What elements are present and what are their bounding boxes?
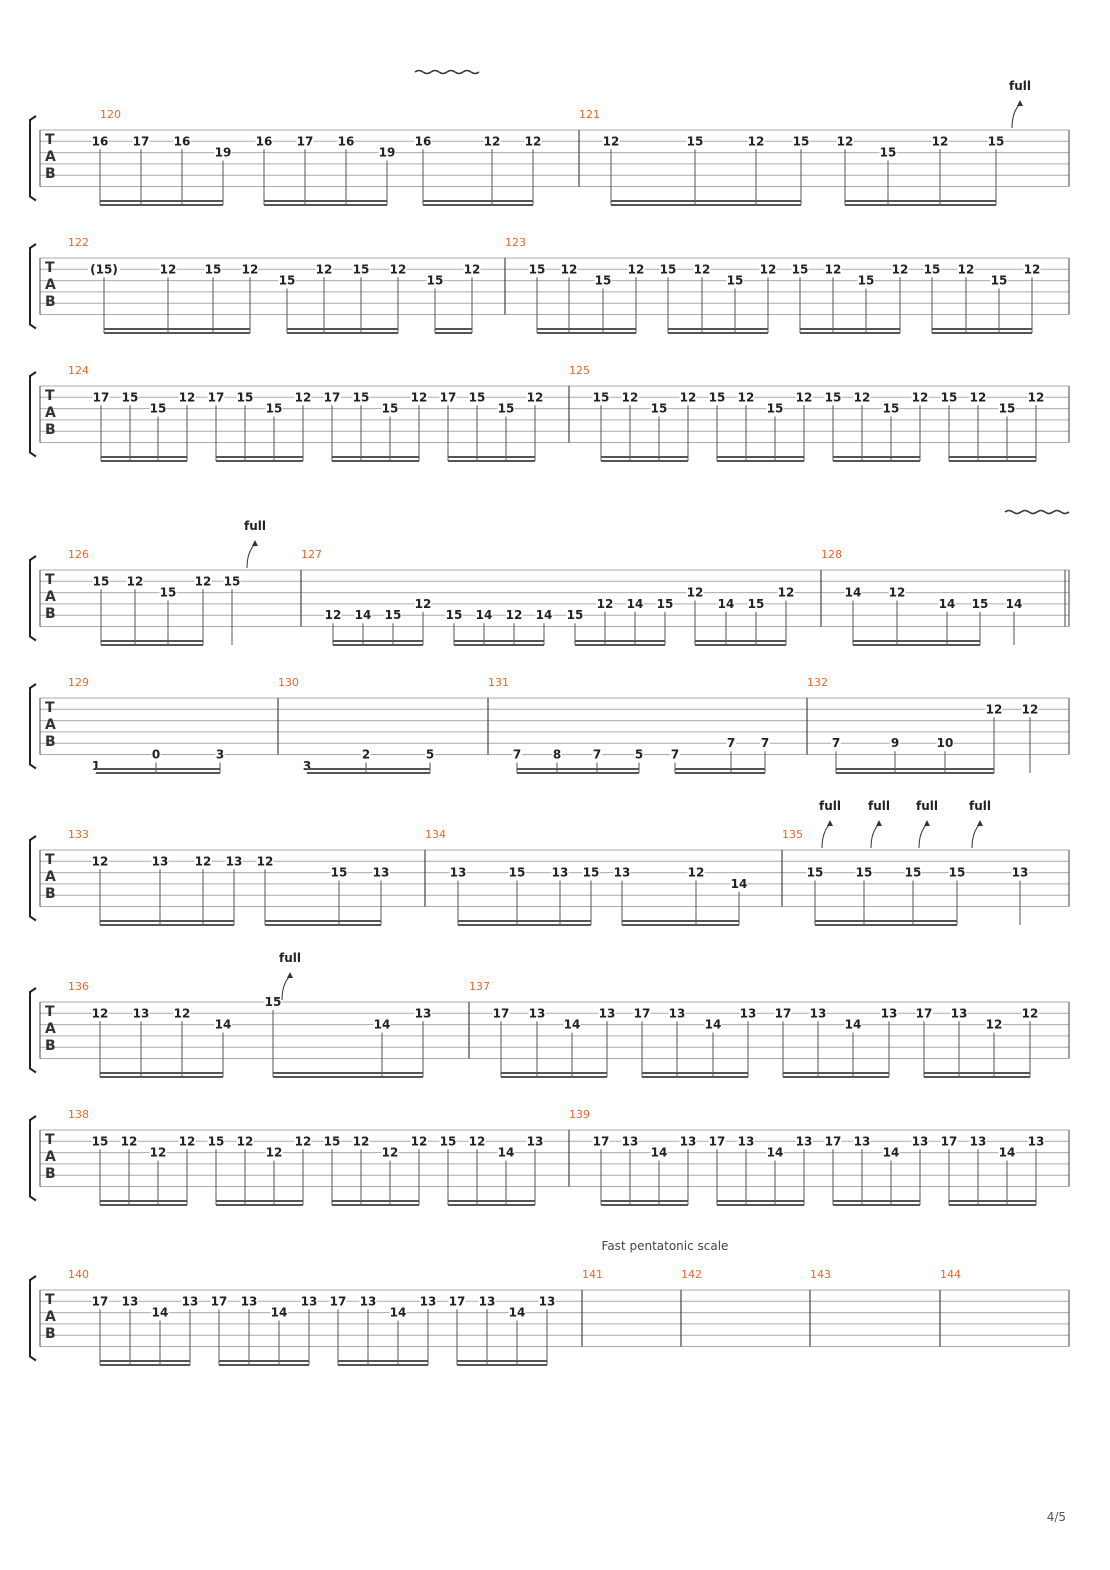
fret-number: 12 <box>985 702 1003 717</box>
tab-letter-b: B <box>45 1166 56 1182</box>
measure-number: 133 <box>68 828 89 841</box>
fret-number: 12 <box>795 390 813 405</box>
annotation-fast-pentatonic: Fast pentatonic scale <box>601 1239 729 1253</box>
fret-number: 12 <box>315 262 333 277</box>
bend-arrow <box>871 824 879 848</box>
system-bracket <box>30 1116 36 1201</box>
measure-number: 122 <box>68 236 89 249</box>
fret-number: 19 <box>378 145 396 160</box>
bend-arrow <box>282 976 290 1000</box>
fret-number: 16 <box>255 134 273 149</box>
fret-number: 15 <box>508 865 526 880</box>
measure-number: 136 <box>68 980 89 993</box>
tab-letter-a: A <box>45 717 56 733</box>
fret-number: 15 <box>792 134 810 149</box>
vibrato-mark <box>415 71 479 74</box>
fret-number: 14 <box>508 1305 526 1320</box>
fret-number: 13 <box>225 854 243 869</box>
fret-number: 13 <box>359 1294 377 1309</box>
fret-number: 17 <box>323 390 341 405</box>
fret-number: 13 <box>911 1134 929 1149</box>
fret-number: 12 <box>91 1006 109 1021</box>
fret-number: 12 <box>686 585 704 600</box>
fret-number: 17 <box>207 390 225 405</box>
fret-number: 12 <box>324 608 342 623</box>
fret-number: 15 <box>708 390 726 405</box>
fret-number: 13 <box>621 1134 639 1149</box>
measure-number: 132 <box>807 676 828 689</box>
bend-arrowhead <box>287 972 293 978</box>
measure-number: 139 <box>569 1108 590 1121</box>
fret-number: 13 <box>795 1134 813 1149</box>
fret-number: 12 <box>687 865 705 880</box>
fret-number: 12 <box>679 390 697 405</box>
measure-number: 121 <box>579 108 600 121</box>
fret-number: 13 <box>478 1294 496 1309</box>
fret-number: 14 <box>389 1305 407 1320</box>
fret-number: 12 <box>627 262 645 277</box>
fret-number: 13 <box>551 865 569 880</box>
fret-number: 12 <box>256 854 274 869</box>
tab-letter-a: A <box>45 589 56 605</box>
fret-number: 13 <box>598 1006 616 1021</box>
fret-number: 13 <box>880 1006 898 1021</box>
fret-number: 15 <box>121 390 139 405</box>
measure-number: 144 <box>940 1268 961 1281</box>
tab-letter-a: A <box>45 869 56 885</box>
fret-number: 15 <box>384 608 402 623</box>
fret-number: 14 <box>998 1145 1016 1160</box>
fret-number: 1 <box>91 758 101 773</box>
fret-number: 14 <box>151 1305 169 1320</box>
fret-number: 12 <box>836 134 854 149</box>
fret-number: 12 <box>120 1134 138 1149</box>
fret-number: 16 <box>337 134 355 149</box>
fret-number: 15 <box>352 262 370 277</box>
fret-number: 9 <box>890 736 900 751</box>
fret-number: 14 <box>844 1017 862 1032</box>
fret-number: 10 <box>936 736 954 751</box>
measure-number: 140 <box>68 1268 89 1281</box>
fret-number: 17 <box>448 1294 466 1309</box>
fret-number: 8 <box>552 747 562 762</box>
bend-label: full <box>279 951 301 965</box>
bend-label: full <box>916 799 938 813</box>
fret-number: 14 <box>704 1017 722 1032</box>
bend-arrow <box>247 544 255 568</box>
system-bracket <box>30 836 36 921</box>
fret-number: 12 <box>381 1145 399 1160</box>
fret-number: 15 <box>998 401 1016 416</box>
fret-number: 14 <box>626 596 644 611</box>
fret-number: 12 <box>602 134 620 149</box>
fret-number: (15) <box>90 262 118 277</box>
fret-number: 17 <box>296 134 314 149</box>
fret-number: 14 <box>717 596 735 611</box>
fret-number: 15 <box>204 262 222 277</box>
fret-number: 15 <box>352 390 370 405</box>
fret-number: 13 <box>739 1006 757 1021</box>
fret-number: 12 <box>352 1134 370 1149</box>
tab-letter-a: A <box>45 1149 56 1165</box>
fret-number: 14 <box>270 1305 288 1320</box>
fret-number: 12 <box>178 390 196 405</box>
measure-number: 135 <box>782 828 803 841</box>
fret-number: 14 <box>766 1145 784 1160</box>
system-bracket <box>30 1276 36 1361</box>
fret-number: 12 <box>891 262 909 277</box>
tab-letter-t: T <box>45 852 55 868</box>
fret-number: 12 <box>194 574 212 589</box>
fret-number: 15 <box>990 273 1008 288</box>
fret-number: 14 <box>882 1145 900 1160</box>
fret-number: 15 <box>566 608 584 623</box>
fret-number: 12 <box>1021 702 1039 717</box>
fret-number: 12 <box>173 1006 191 1021</box>
fret-number: 15 <box>426 273 444 288</box>
fret-number: 7 <box>726 736 736 751</box>
tab-letter-a: A <box>45 1309 56 1325</box>
fret-number: 17 <box>633 1006 651 1021</box>
fret-number: 12 <box>294 390 312 405</box>
fret-number: 17 <box>92 390 110 405</box>
fret-number: 12 <box>483 134 501 149</box>
measure-number: 143 <box>810 1268 831 1281</box>
tab-letter-b: B <box>45 606 56 622</box>
measure-number: 138 <box>68 1108 89 1121</box>
fret-number: 15 <box>207 1134 225 1149</box>
fret-number: 15 <box>686 134 704 149</box>
fret-number: 13 <box>679 1134 697 1149</box>
fret-number: 14 <box>475 608 493 623</box>
fret-number: 12 <box>468 1134 486 1149</box>
fret-number: 15 <box>159 585 177 600</box>
fret-number: 17 <box>329 1294 347 1309</box>
bend-arrowhead <box>924 820 930 826</box>
bend-arrowhead <box>827 820 833 826</box>
fret-number: 12 <box>888 585 906 600</box>
fret-number: 15 <box>904 865 922 880</box>
bend-label: full <box>244 519 266 533</box>
fret-number: 12 <box>236 1134 254 1149</box>
fret-number: 13 <box>538 1294 556 1309</box>
fret-number: 14 <box>535 608 553 623</box>
fret-number: 17 <box>774 1006 792 1021</box>
tab-letter-t: T <box>45 1292 55 1308</box>
bend-arrowhead <box>252 540 258 546</box>
fret-number: 12 <box>410 390 428 405</box>
tab-letter-a: A <box>45 149 56 165</box>
tab-letter-t: T <box>45 700 55 716</box>
fret-number: 15 <box>747 596 765 611</box>
fret-number: 12 <box>159 262 177 277</box>
fret-number: 19 <box>214 145 232 160</box>
fret-number: 13 <box>132 1006 150 1021</box>
bend-arrowhead <box>1017 100 1023 106</box>
fret-number: 15 <box>594 273 612 288</box>
tab-letter-b: B <box>45 886 56 902</box>
fret-number: 17 <box>915 1006 933 1021</box>
system-bracket <box>30 116 36 201</box>
tab-letter-t: T <box>45 1004 55 1020</box>
tab-letter-a: A <box>45 405 56 421</box>
fret-number: 13 <box>528 1006 546 1021</box>
fret-number: 12 <box>91 854 109 869</box>
bend-arrow <box>1012 104 1020 128</box>
bend-label: full <box>819 799 841 813</box>
measure-number: 137 <box>469 980 490 993</box>
fret-number: 17 <box>132 134 150 149</box>
fret-number: 15 <box>265 401 283 416</box>
system-bracket <box>30 372 36 457</box>
measure-number: 123 <box>505 236 526 249</box>
fret-number: 15 <box>497 401 515 416</box>
bend-arrowhead <box>977 820 983 826</box>
fret-number: 13 <box>809 1006 827 1021</box>
fret-number: 15 <box>650 401 668 416</box>
fret-number: 12 <box>911 390 929 405</box>
fret-number: 15 <box>766 401 784 416</box>
fret-number: 17 <box>940 1134 958 1149</box>
fret-number: 15 <box>971 596 989 611</box>
fret-number: 14 <box>1005 596 1023 611</box>
measure-number: 142 <box>681 1268 702 1281</box>
fret-number: 13 <box>414 1006 432 1021</box>
fret-number: 15 <box>381 401 399 416</box>
fret-number: 17 <box>592 1134 610 1149</box>
fret-number: 14 <box>563 1017 581 1032</box>
fret-number: 5 <box>425 747 435 762</box>
fret-number: 12 <box>853 390 871 405</box>
fret-number: 14 <box>373 1017 391 1032</box>
fret-number: 15 <box>445 608 463 623</box>
measure-number: 120 <box>100 108 121 121</box>
tab-letter-b: B <box>45 1038 56 1054</box>
fret-number: 14 <box>214 1017 232 1032</box>
fret-number: 12 <box>463 262 481 277</box>
fret-number: 14 <box>730 876 748 891</box>
fret-number: 13 <box>853 1134 871 1149</box>
fret-number: 12 <box>1023 262 1041 277</box>
fret-number: 15 <box>948 865 966 880</box>
fret-number: 13 <box>950 1006 968 1021</box>
bend-arrow <box>972 824 980 848</box>
fret-number: 13 <box>151 854 169 869</box>
fret-number: 12 <box>1021 1006 1039 1021</box>
fret-number: 12 <box>759 262 777 277</box>
bend-arrow <box>822 824 830 848</box>
fret-number: 15 <box>656 596 674 611</box>
fret-number: 15 <box>323 1134 341 1149</box>
fret-number: 16 <box>414 134 432 149</box>
tab-letter-b: B <box>45 734 56 750</box>
fret-number: 12 <box>149 1145 167 1160</box>
bend-label: full <box>1009 79 1031 93</box>
fret-number: 13 <box>613 865 631 880</box>
fret-number: 12 <box>126 574 144 589</box>
fret-number: 15 <box>806 865 824 880</box>
fret-number: 12 <box>931 134 949 149</box>
fret-number: 7 <box>512 747 522 762</box>
page-number: 4/5 <box>1046 1510 1066 1524</box>
fret-number: 15 <box>468 390 486 405</box>
fret-number: 7 <box>760 736 770 751</box>
fret-number: 14 <box>497 1145 515 1160</box>
fret-number: 12 <box>294 1134 312 1149</box>
measure-number: 130 <box>278 676 299 689</box>
tab-letter-t: T <box>45 572 55 588</box>
fret-number: 17 <box>824 1134 842 1149</box>
fret-number: 13 <box>1027 1134 1045 1149</box>
fret-number: 13 <box>737 1134 755 1149</box>
fret-number: 12 <box>414 596 432 611</box>
fret-number: 12 <box>621 390 639 405</box>
fret-number: 12 <box>526 390 544 405</box>
fret-number: 15 <box>149 401 167 416</box>
tab-letter-b: B <box>45 1326 56 1342</box>
measure-number: 125 <box>569 364 590 377</box>
fret-number: 13 <box>300 1294 318 1309</box>
fret-number: 3 <box>302 758 312 773</box>
fret-number: 12 <box>178 1134 196 1149</box>
fret-number: 15 <box>987 134 1005 149</box>
system-bracket <box>30 244 36 329</box>
fret-number: 15 <box>439 1134 457 1149</box>
fret-number: 12 <box>194 854 212 869</box>
fret-number: 15 <box>940 390 958 405</box>
fret-number: 17 <box>708 1134 726 1149</box>
fret-number: 15 <box>882 401 900 416</box>
measure-number: 131 <box>488 676 509 689</box>
fret-number: 16 <box>173 134 191 149</box>
fret-number: 12 <box>985 1017 1003 1032</box>
fret-number: 13 <box>419 1294 437 1309</box>
fret-number: 12 <box>969 390 987 405</box>
fret-number: 13 <box>449 865 467 880</box>
fret-number: 12 <box>747 134 765 149</box>
fret-number: 12 <box>693 262 711 277</box>
fret-number: 15 <box>726 273 744 288</box>
fret-number: 0 <box>151 747 161 762</box>
fret-number: 14 <box>354 608 372 623</box>
fret-number: 13 <box>121 1294 139 1309</box>
fret-number: 14 <box>650 1145 668 1160</box>
fret-number: 12 <box>1027 390 1045 405</box>
fret-number: 12 <box>524 134 542 149</box>
tab-letter-t: T <box>45 260 55 276</box>
tab-letter-t: T <box>45 388 55 404</box>
fret-number: 15 <box>592 390 610 405</box>
fret-number: 15 <box>824 390 842 405</box>
fret-number: 12 <box>410 1134 428 1149</box>
fret-number: 7 <box>592 747 602 762</box>
fret-number: 15 <box>659 262 677 277</box>
fret-number: 12 <box>241 262 259 277</box>
fret-number: 17 <box>91 1294 109 1309</box>
fret-number: 12 <box>560 262 578 277</box>
fret-number: 17 <box>210 1294 228 1309</box>
fret-number: 15 <box>278 273 296 288</box>
fret-number: 15 <box>236 390 254 405</box>
tab-letter-t: T <box>45 1132 55 1148</box>
fret-number: 15 <box>923 262 941 277</box>
fret-number: 15 <box>223 574 241 589</box>
measure-number: 127 <box>301 548 322 561</box>
fret-number: 2 <box>361 747 371 762</box>
fret-number: 13 <box>372 865 390 880</box>
system-bracket <box>30 684 36 769</box>
measure-number: 126 <box>68 548 89 561</box>
fret-number: 15 <box>92 574 110 589</box>
tab-letter-t: T <box>45 132 55 148</box>
fret-number: 15 <box>879 145 897 160</box>
measure-number: 141 <box>582 1268 603 1281</box>
measure-number: 124 <box>68 364 89 377</box>
vibrato-mark <box>1005 511 1069 514</box>
fret-number: 12 <box>737 390 755 405</box>
bend-arrow <box>919 824 927 848</box>
fret-number: 16 <box>91 134 109 149</box>
fret-number: 12 <box>265 1145 283 1160</box>
fret-number: 13 <box>240 1294 258 1309</box>
fret-number: 12 <box>824 262 842 277</box>
tab-letter-b: B <box>45 166 56 182</box>
fret-number: 13 <box>181 1294 199 1309</box>
system-bracket <box>30 988 36 1073</box>
fret-number: 12 <box>596 596 614 611</box>
fret-number: 7 <box>831 736 841 751</box>
fret-number: 15 <box>264 995 282 1009</box>
fret-number: 15 <box>791 262 809 277</box>
tab-letter-a: A <box>45 277 56 293</box>
fret-number: 15 <box>857 273 875 288</box>
fret-number: 12 <box>389 262 407 277</box>
fret-number: 15 <box>582 865 600 880</box>
fret-number: 13 <box>668 1006 686 1021</box>
tab-letter-b: B <box>45 294 56 310</box>
fret-number: 15 <box>528 262 546 277</box>
bend-arrowhead <box>876 820 882 826</box>
fret-number: 12 <box>957 262 975 277</box>
fret-number: 12 <box>777 585 795 600</box>
tab-letter-b: B <box>45 422 56 438</box>
fret-number: 13 <box>969 1134 987 1149</box>
measure-number: 129 <box>68 676 89 689</box>
measure-number: 128 <box>821 548 842 561</box>
fret-number: 14 <box>938 596 956 611</box>
fret-number: 15 <box>855 865 873 880</box>
fret-number: 17 <box>492 1006 510 1021</box>
system-bracket <box>30 556 36 641</box>
measure-number: 134 <box>425 828 446 841</box>
fret-number: 13 <box>1011 865 1029 880</box>
fret-number: 14 <box>844 585 862 600</box>
fret-number: 15 <box>91 1134 109 1149</box>
tab-letter-a: A <box>45 1021 56 1037</box>
bend-label: full <box>969 799 991 813</box>
bend-label: full <box>868 799 890 813</box>
fret-number: 7 <box>670 747 680 762</box>
fret-number: 15 <box>330 865 348 880</box>
fret-number: 3 <box>215 747 225 762</box>
fret-number: 13 <box>526 1134 544 1149</box>
fret-number: 17 <box>439 390 457 405</box>
fret-number: 5 <box>634 747 644 762</box>
fret-number: 12 <box>505 608 523 623</box>
